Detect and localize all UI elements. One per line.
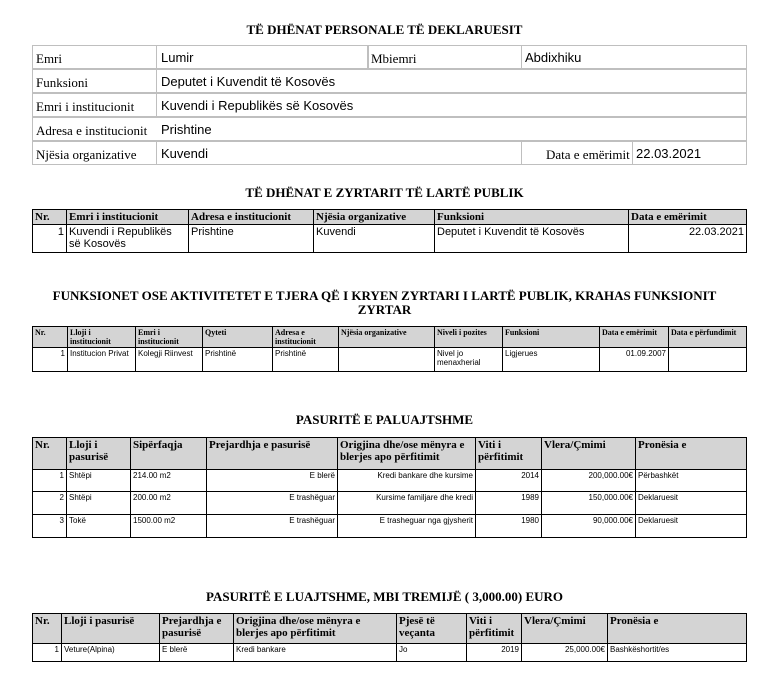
data-emerimit-label: Data e emërimit [546, 147, 630, 162]
table-cell: 150,000.00€ [542, 492, 636, 515]
header-cell: Sipërfaqja [131, 438, 207, 470]
table-row [33, 225, 747, 253]
table-row [33, 470, 747, 492]
table-row [33, 492, 747, 515]
table-cell: 22.03.2021 [629, 225, 747, 253]
table-cell: Prishtine [189, 225, 314, 253]
table-row [33, 348, 747, 372]
header-cell: Adresa e institucionit [189, 210, 314, 225]
header-cell: Lloji i pasurisë [67, 438, 131, 470]
table-header-row [33, 210, 747, 225]
header-cell: Prejardhja e pasurisë [207, 438, 338, 470]
header-cell: Pjesë të veçanta [397, 614, 467, 644]
data-emerimit-value: 22.03.2021 [636, 146, 702, 161]
table-cell: E trasheguar nga gjysherit [338, 515, 476, 538]
table-cell [339, 348, 435, 372]
table-cell: 01.09.2007 [600, 348, 669, 372]
header-cell: Data e emërimit [629, 210, 747, 225]
table-cell: Ligjerues [503, 348, 600, 372]
personal-section-title: TË DHËNAT PERSONALE TË DEKLARUESIT [246, 22, 523, 37]
table-cell: E trashëguar [207, 515, 338, 538]
table-cell: Kolegji Riinvest [136, 348, 203, 372]
table-cell: Kuvendi i Republikës së Kosovës [67, 225, 189, 253]
header-cell: Niveli i pozites [435, 327, 503, 348]
table-cell: Përbashkët [636, 470, 747, 492]
table-cell: 2019 [467, 644, 522, 662]
njesia-value: Kuvendi [161, 146, 208, 161]
header-cell: Origjina dhe/ose mënyra e blerjes apo përfitimit [234, 614, 397, 644]
header-cell: Origjina dhe/ose mënyra e blerjes apo përfitimit [338, 438, 476, 470]
table-cell [669, 348, 747, 372]
table-cell: 200.00 m2 [131, 492, 207, 515]
header-cell: Njësia organizative [339, 327, 435, 348]
header-cell: Emri i institucionit [136, 327, 203, 348]
mbiemri-value: Abdixhiku [525, 50, 582, 65]
header-cell: Nr. [33, 438, 67, 470]
table-cell: Deklaruesit [636, 492, 747, 515]
header-cell: Nr. [33, 210, 67, 225]
table-cell: Bashkëshortit/es [608, 644, 747, 662]
table-cell: Deputet i Kuvendit të Kosovës [435, 225, 629, 253]
table-header-row [33, 327, 747, 348]
njesia-label: Njësia organizative [36, 147, 137, 162]
header-cell: Viti i përfitimit [467, 614, 522, 644]
table-header-row [33, 438, 747, 470]
table-cell: 214.00 m2 [131, 470, 207, 492]
table-cell: 2 [33, 492, 67, 515]
header-cell: Pronësia e [608, 614, 747, 644]
header-cell: Viti i përfitimit [476, 438, 542, 470]
header-cell: Nr. [33, 614, 62, 644]
table-cell: Nivel jo menaxherial [435, 348, 503, 372]
table-cell: Prishtinë [273, 348, 339, 372]
emri-value: Lumir [161, 50, 194, 65]
table-cell: 3 [33, 515, 67, 538]
header-cell: Pronësia e [636, 438, 747, 470]
table-cell: 1500.00 m2 [131, 515, 207, 538]
header-cell: Qyteti [203, 327, 273, 348]
header-cell: Nr. [33, 327, 68, 348]
movable-table [32, 613, 747, 662]
immovable-section-title: PASURITË E PALUAJTSHME [295, 412, 474, 427]
funksioni-value: Deputet i Kuvendit të Kosovës [161, 74, 336, 89]
header-cell: Njësia organizative [314, 210, 435, 225]
official-table [32, 209, 747, 253]
funksioni-label: Funksioni [36, 75, 89, 90]
table-cell: Shtëpi [67, 492, 131, 515]
table-cell: 90,000.00€ [542, 515, 636, 538]
table-cell: Deklaruesit [636, 515, 747, 538]
header-cell: Vlera/Çmimi [542, 438, 636, 470]
emri-label: Emri [36, 51, 62, 66]
table-cell: Jo [397, 644, 467, 662]
table-header-row [33, 614, 747, 644]
header-cell: Vlera/Çmimi [522, 614, 608, 644]
table-cell: E blerë [207, 470, 338, 492]
mbiemri-label: Mbiemri [371, 51, 417, 66]
institucioni-value: Kuvendi i Republikës së Kosovës [161, 98, 354, 113]
table-cell: Institucion Privat [68, 348, 136, 372]
other-functions-table [32, 326, 747, 372]
table-cell: 1980 [476, 515, 542, 538]
table-cell: 200,000.00€ [542, 470, 636, 492]
table-row [33, 644, 747, 662]
header-cell: Lloji i pasurisë [62, 614, 160, 644]
institucioni-label: Emri i institucionit [36, 99, 135, 114]
table-cell: 1989 [476, 492, 542, 515]
table-cell: 1 [33, 470, 67, 492]
immovable-table [32, 437, 747, 538]
table-cell: Kredi bankare dhe kursime [338, 470, 476, 492]
header-cell: Data e emërimit [600, 327, 669, 348]
header-cell: Emri i institucionit [67, 210, 189, 225]
adresa-value: Prishtine [161, 122, 212, 137]
table-cell: 1 [33, 348, 68, 372]
header-cell: Data e përfundimit [669, 327, 747, 348]
table-cell: Shtëpi [67, 470, 131, 492]
table-cell: 1 [33, 644, 62, 662]
table-cell: Kursime familjare dhe kredi [338, 492, 476, 515]
header-cell: Funksioni [503, 327, 600, 348]
table-cell: E trashëguar [207, 492, 338, 515]
table-cell: 25,000.00€ [522, 644, 608, 662]
njesia-value-cell [156, 141, 522, 165]
table-cell: 2014 [476, 470, 542, 492]
table-cell: Kuvendi [314, 225, 435, 253]
table-cell: Kredi bankare [234, 644, 397, 662]
header-cell: Adresa e institucionit [273, 327, 339, 348]
table-cell: 1 [33, 225, 67, 253]
table-cell: Veture(Alpina) [62, 644, 160, 662]
official-section-title: TË DHËNAT E ZYRTARIT TË LARTË PUBLIK [245, 185, 524, 200]
table-cell: E blerë [160, 644, 234, 662]
header-cell: Lloji i institucionit [68, 327, 136, 348]
header-cell: Prejardhja e pasurisë [160, 614, 234, 644]
header-cell: Funksioni [435, 210, 629, 225]
table-row [33, 515, 747, 538]
table-cell: Prishtinë [203, 348, 273, 372]
movable-section-title: PASURITË E LUAJTSHME, MBI TREMIJË ( 3,000.00) EURO [205, 589, 564, 604]
other-functions-section-title: FUNKSIONET OSE AKTIVITETET E TJERA QË I KRYEN ZYRTARI I LARTË PUBLIK, KRAHAS FUNKSIONIT ZYRTAR [52, 288, 717, 317]
table-cell: Tokë [67, 515, 131, 538]
adresa-label: Adresa e institucionit [36, 123, 148, 138]
